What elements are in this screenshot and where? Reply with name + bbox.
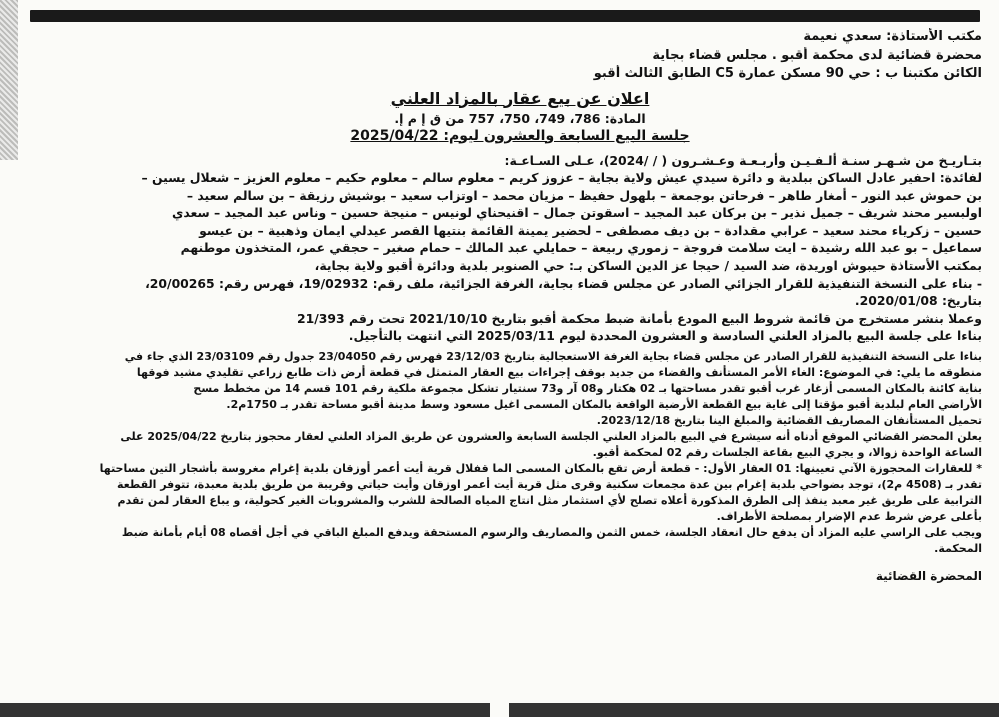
body-line: سماعيل – بو عبد الله رشيدة – ايت سلامت فروجة – زموري ربيعة – حمايلي عبد المالك – حمام صغير – حجقي عمر، المتخذون موطنهم: [180, 240, 982, 256]
body-line: حسين – زكرياء محند سعيد – عرابي مقدادة – بن ديف مصطفى – لحضير يمينة القائمة بنتيها القصر عيدلي ايمان وذهبية – بن عيسو: [199, 222, 982, 238]
detail-line: تحميل المستأنفان المصاريف القضائية والمبلغ الينا بتاريخ 2023/12/18.: [596, 414, 982, 428]
header-line: محضرة قضائية لدى محكمة أقبو . مجلس قضاء بجاية: [652, 47, 982, 63]
body-line: - بناء على النسخة التنفيذية للقرار الجزائي الصادر عن مجلس قضاء بجاية، الغرفة الجزائية، ملف رقم: 19/02932، فهرس رقم: 20/00265،: [145, 275, 982, 291]
detail-line: الساعة الواحدة زوالا، و يجري البيع بقاعة الجلسات رقم 02 لمحكمة أقبو.: [592, 446, 982, 460]
auction-notice-document: [58, 28, 982, 583]
detail-line: * للعقارات المحجوزة الآتي تعيينها: 01 العقار الأول: - قطعة أرض تقع بالمكان المسمى الما قفلال قرية أيت أعمر أوزقان بلدية إغرام مغروسة بأشجار التين مساحتها: [99, 462, 982, 476]
detail-line: الترابية على طريق غير معبد ينفذ إلى الطرق المذكورة أعلاه تصلح لأي استثمار مثل انتاج المياه الصالحة للشرب والمشروبات الغير كحولية، و يباع العقار لمن تقدم: [117, 494, 982, 508]
header-line: مكتب الأستاذة: سعدي نعيمة: [803, 29, 982, 44]
header-line: الكائن مكتبنا ب : حي 90 مسكن عمارة C5 الطابق الثالث أقبو: [593, 66, 982, 81]
scan-edge-bottom-left: [0, 703, 490, 717]
detail-line: بناية كائنة بالمكان المسمى أزغار غرب أقبو تقدر مساحتها بـ 02 هكتار و08 آر و73 سنتيار تشكل مجموعة ملكية رقم 101 قسم 14 من مخطط مسح: [193, 382, 982, 396]
body-line: بمكتب الأستاذة حيبوش اوريدة، ضد السيد / حيجا عز الدين الساكن بـ: حي الصنوبر بلدية ودائرة أقبو ولاية بجاية،: [314, 258, 982, 274]
body-line: بتـاريـخ من شـهـر سنـة ألـفـيـن وأربـعـة وعـشـرون ( / /2024)، عـلى السـاعـة:: [504, 152, 982, 168]
law-articles: المادة: 786، 749، 750، 757 من ق إ م إ.: [394, 110, 646, 126]
detail-line: بأعلى عرض شرط عدم الإضرار بمصلحة الأطراف.: [716, 510, 982, 524]
detail-line: بناءا على النسخة التنفيذية للقرار الصادر عن مجلس قضاء بجاية الغرفة الاستعجالية بتاريخ 23/12/03 فهرس رقم 23/04050 جدول رقم 23/03109 الذي جاء في: [124, 350, 982, 364]
scan-noise-left: [0, 0, 18, 160]
signature-label: المحضرة القضائية: [875, 569, 982, 584]
office-header: [58, 28, 982, 84]
notice-body: [58, 152, 982, 346]
detail-line: تقدر بـ (4508 م2)، توجد بضواحي بلدية إغرام بين عدة مجمعات سكنية وقرى مثل قرية أيت أعمر اوزقان وأيت حياتي وقريبة من طريق بلدية معبدة، تتوفر القطعة: [116, 478, 982, 492]
detail-line: يعلن المحضر القضائي الموقع أدناه أنه سيشرع في البيع بالمزاد العلني الجلسة السابعة والعشرون عن طريق المزاد العلني لعقار محجوز بتاريخ 2025/04/22 على: [120, 430, 982, 444]
body-line: بتاريخ: 2020/01/08.: [854, 293, 982, 309]
body-line: وعملا بنشر مستخرج من قائمة شروط البيع المودع بأمانة ضبط محكمة أقبو بتاريخ 2021/10/10 تحت رقم 21/393: [297, 310, 982, 326]
detail-line: الأراضي العام لبلدية أقبو مؤقتا إلى غاية بيع القطعة الأرضية الواقعة بالمكان المسمى اغيل مسعود وسط مدينة أقبو مساحة تقدر بـ 1750م2.: [226, 398, 982, 412]
detail-line: المحكمة.: [934, 542, 982, 556]
notice-details: [58, 349, 982, 557]
notice-title: اعلان عن بيع عقار بالمزاد العلني: [390, 88, 650, 108]
body-line: بن حموش عبد النور – أمغار طاهر – فرحاتن بوجمعة – بلهول حفيظ – مزيان محمد – اوتزاب سعيد – بوشيش رزيقة – بن سالم سعيد –: [186, 187, 982, 203]
body-line: لفائدة: احفير عادل الساكن ببلدية و دائرة سيدي عيش ولاية بجاية – عزوز كريم – معلوم سالم – معلوم حكيم – معلوم العزيز – شعلال يسين –: [141, 170, 982, 186]
detail-line: ويجب على الراسي عليه المزاد أن يدفع حال انعقاد الجلسة، خمس الثمن والمصاريف والرسوم المستحقة ويدفع المبلغ الباقي في أجل أقصاه 08 أيام بأمانة ضبط: [121, 526, 982, 540]
scan-edge-bottom-right: [509, 703, 999, 717]
scan-edge-top: [30, 10, 980, 22]
body-line: اولبسير محند شريف – جميل نذير – بن بركان عبد المجيد – اسقوتن جمال – اقنيحناي لونيس – منيجة حسين – وناس عبد المجيد – سعدي: [171, 205, 982, 221]
body-line: بناءا على جلسة البيع بالمزاد العلني السادسة و العشرون المحددة ليوم 2025/03/11 التي انتهت بالتأجيل.: [348, 328, 982, 344]
session-heading: جلسة البيع السابعة والعشرون ليوم: 2025/04/22: [350, 127, 690, 144]
detail-line: منطوقه ما يلي: في الموضوع: الغاء الأمر المستأنف والقضاء من جديد بوقف إجراءات بيع العقار المتمثل في قطعة أرض ذات طابع زراعي تقليدي مشيد فوقها: [136, 366, 982, 380]
